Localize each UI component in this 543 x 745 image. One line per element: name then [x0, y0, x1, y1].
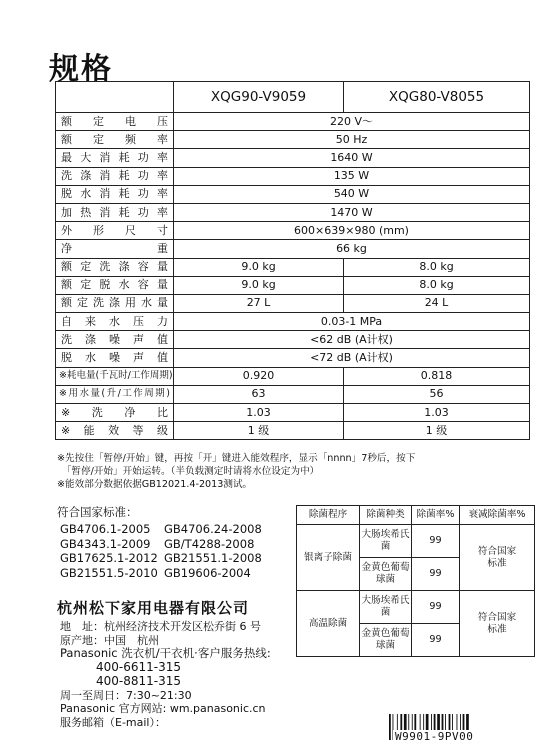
spec-label: 额定频率	[56, 131, 174, 149]
bacteria-type: 金黄色葡萄球菌	[360, 558, 412, 591]
spec-value: 1640 W	[174, 149, 530, 167]
spec-value: 220 V～	[174, 113, 530, 131]
phone-number: 400-8811-315	[96, 673, 182, 688]
sterilization-program: 银离子除菌	[297, 525, 360, 591]
spec-label: ※洗净比	[56, 404, 174, 422]
bacteria-type: 金黄色葡萄球菌	[360, 624, 412, 657]
spec-label: 洗涤消耗功率	[56, 167, 174, 185]
spec-header-row	[56, 82, 530, 113]
spec-row	[56, 385, 530, 403]
standards-row	[60, 522, 262, 537]
sterilization-rate: 99	[412, 525, 460, 558]
spec-value: 8.0 kg	[344, 276, 530, 294]
notes	[57, 452, 415, 491]
spec-row	[56, 203, 530, 221]
spec-label: 加热消耗功率	[56, 203, 174, 221]
spec-row	[56, 149, 530, 167]
model-header: XQG80-V8055	[344, 82, 530, 113]
spec-label: 洗涤噪声值	[56, 331, 174, 349]
spec-value: 540 W	[174, 185, 530, 203]
sterilization-rate: 99	[412, 591, 460, 624]
standard-code: GB21551.5-2010	[60, 565, 158, 580]
spec-value: 0.920	[174, 367, 344, 385]
spec-value: 63	[174, 385, 344, 403]
standards-list	[60, 522, 262, 580]
barcode-bar	[389, 714, 391, 740]
standard-code: GB19606-2004	[164, 565, 251, 580]
spec-value: 600×639×980 (mm)	[174, 222, 530, 240]
standard-code: GB4343.1-2009	[60, 536, 151, 551]
spec-value: 9.0 kg	[174, 276, 344, 294]
spec-row	[56, 185, 530, 203]
spec-label: 额定洗涤用水量	[56, 294, 174, 312]
spec-value: 9.0 kg	[174, 258, 344, 276]
spec-value: 135 W	[174, 167, 530, 185]
spec-row	[56, 131, 530, 149]
note-line: ※能效部分数据依据GB12021.4-2013测试。	[57, 479, 253, 490]
spec-label: 额定洗涤容量	[56, 258, 174, 276]
spec-value: 0.03-1 MPa	[174, 313, 530, 331]
phone-number: 400-6611-315	[96, 660, 182, 675]
spec-value: 1 级	[174, 422, 344, 440]
company-name: 杭州松下家用电器有限公司	[57, 599, 250, 617]
spec-value: <72 dB (A计权)	[174, 349, 530, 367]
spec-value: 0.818	[344, 367, 530, 385]
sterilization-program: 高温除菌	[297, 591, 360, 657]
bacteria-type: 大肠埃希氏菌	[360, 591, 412, 624]
spec-value: 1.03	[344, 404, 530, 422]
spec-label: 最大消耗功率	[56, 149, 174, 167]
spec-value: 1.03	[174, 404, 344, 422]
spec-value: 8.0 kg	[344, 258, 530, 276]
standard-code: GB/T4288-2008	[164, 536, 255, 551]
spec-row	[56, 113, 530, 131]
spec-row	[56, 258, 530, 276]
spec-label: 脱水噪声值	[56, 349, 174, 367]
spec-value: 1 级	[344, 422, 530, 440]
sterilization-result: 符合国家标准	[460, 591, 535, 657]
sterilization-rate: 99	[412, 558, 460, 591]
spec-label: ※用水量(升/工作周期)	[56, 385, 174, 403]
standards-heading: 符合国家标准：	[57, 505, 138, 519]
model-header: XQG90-V9059	[174, 82, 344, 113]
spec-label: 净重	[56, 240, 174, 258]
standard-code: GB17625.1-2012	[60, 551, 158, 566]
spec-row	[56, 294, 530, 312]
spec-row	[56, 422, 530, 440]
sterilization-header: 衰减除菌率%	[460, 506, 535, 525]
service-hours: 周一至周日：7:30~21:30	[60, 688, 192, 702]
spec-row	[56, 276, 530, 294]
spec-value: 50 Hz	[174, 131, 530, 149]
website: Panasonic 官方网站: wm.panasonic.cn	[60, 702, 266, 716]
spec-row	[56, 167, 530, 185]
spec-label: ※耗电量(千瓦时/工作周期)	[56, 367, 174, 385]
sterilization-table	[296, 505, 535, 657]
spec-header-blank	[56, 82, 174, 113]
hotline-label: Panasonic 洗衣机/干衣机·客户服务热线:	[60, 646, 271, 661]
spec-label: 额定电压	[56, 113, 174, 131]
spec-label: 额定脱水容量	[56, 276, 174, 294]
standard-code: GB4706.1-2005	[60, 522, 151, 536]
spec-label: ※能效等级	[56, 422, 174, 440]
spec-row	[56, 222, 530, 240]
spec-row	[56, 240, 530, 258]
standard-code: GB4706.24-2008	[164, 522, 262, 536]
spec-row	[56, 313, 530, 331]
spec-table	[55, 81, 530, 440]
spec-label: 脱水消耗功率	[56, 185, 174, 203]
spec-value: 66 kg	[174, 240, 530, 258]
spec-label: 自来水压力	[56, 313, 174, 331]
address: 地 址：杭州经济技术开发区松乔街 6 号	[60, 620, 261, 633]
spec-label: 外形尺寸	[56, 222, 174, 240]
origin: 原产地：中国 杭州	[60, 633, 159, 647]
sterilization-result: 符合国家标准	[460, 525, 535, 591]
standards-row	[60, 551, 262, 566]
barcode-text: W9901-9PV00	[395, 730, 474, 743]
standards-row	[60, 537, 262, 552]
email: 服务邮箱（E-mail）：	[60, 715, 166, 729]
spec-value: 27 L	[174, 294, 344, 312]
spec-row	[56, 404, 530, 422]
standard-code: GB21551.1-2008	[164, 551, 262, 566]
standards-row	[60, 566, 262, 581]
sterilization-header: 除菌率%	[412, 506, 460, 525]
spec-row	[56, 349, 530, 367]
sterilization-rate: 99	[412, 624, 460, 657]
spec-value: 56	[344, 385, 530, 403]
bacteria-type: 大肠埃希氏菌	[360, 525, 412, 558]
spec-value: 24 L	[344, 294, 530, 312]
note-line: 「暂停/开始」开始运转。（半负载测定时请将水位设定为中）	[57, 466, 320, 477]
sterilization-header: 除菌种类	[360, 506, 412, 525]
note-line: ※先按住「暂停/开始」键，再按「开」键进入能效程序，显示「nnnn」7秒后，按下	[57, 453, 416, 464]
spec-row	[56, 367, 530, 385]
contact-info	[60, 620, 271, 730]
spec-value: <62 dB (A计权)	[174, 331, 530, 349]
sterilization-header: 除菌程序	[297, 506, 360, 525]
spec-row	[56, 331, 530, 349]
page-title: 规格	[49, 52, 113, 87]
spec-value: 1470 W	[174, 203, 530, 221]
